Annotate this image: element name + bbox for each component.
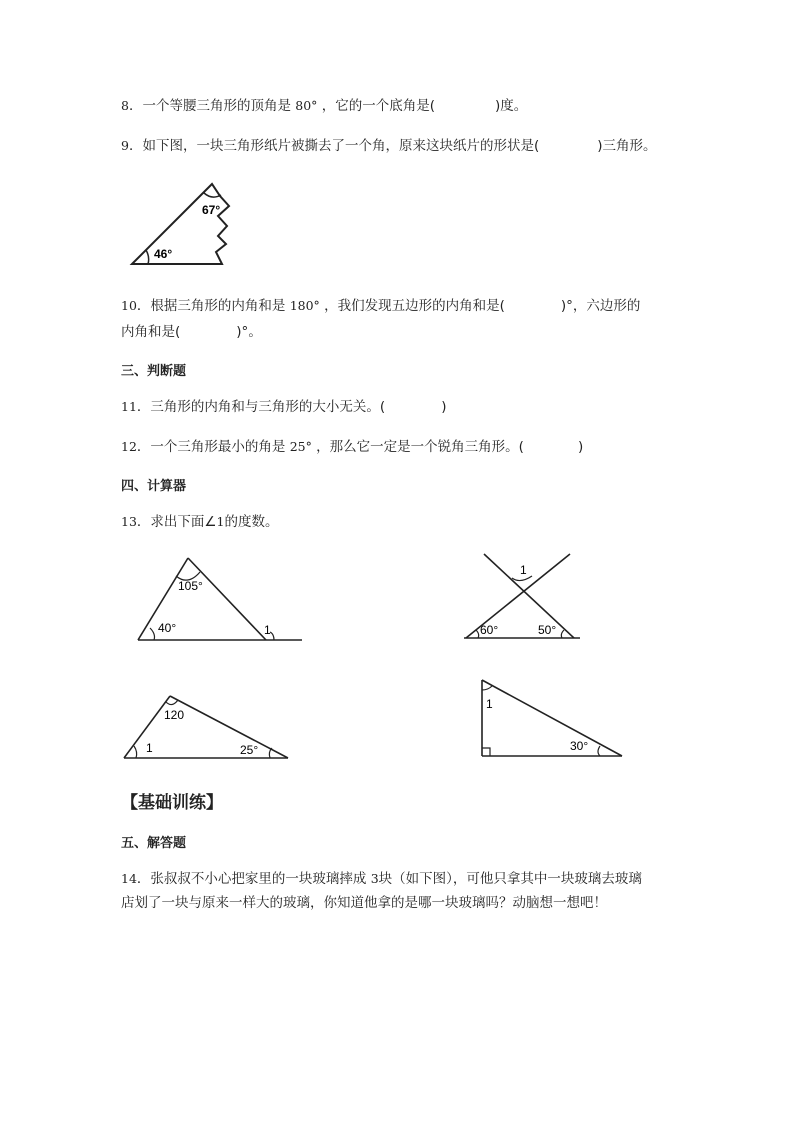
question-text: 根据三角形的内角和是 [150, 298, 286, 314]
triangle-side [482, 680, 622, 756]
question-text-2: ，我们发现五边形的内角和是 [324, 298, 500, 314]
question-text: 一个等腰三角形的顶角是 [142, 98, 291, 114]
angle-label: 50° [538, 623, 557, 637]
question-11: 11．三角形的内角和与三角形的大小无关。( ) [121, 399, 447, 415]
question-number: 10 [121, 298, 137, 313]
question-12: 12．一个三角形最小的角是 25° ，那么它一定是一个锐角三角形。( ) [121, 439, 584, 455]
question-text-2: 三角形。 [602, 138, 657, 154]
right-triangle-figure [476, 676, 626, 760]
angle-label: 67° [202, 203, 221, 217]
answer-blank[interactable]: ( ) [533, 138, 603, 154]
angle-label: 1 [520, 563, 527, 577]
question-number: 13 [121, 514, 137, 529]
angle-arc [146, 250, 149, 264]
question-text: 三角形的内角和与三角形的大小无关。 [150, 399, 380, 415]
question-number: 12 [121, 439, 137, 454]
angle-label: 1 [146, 741, 153, 755]
question-text-2: 。 [248, 324, 262, 340]
angle-label: 25° [240, 743, 259, 757]
answer-blank[interactable]: ( ) [379, 399, 447, 415]
question-text: 求出下面∠ [150, 514, 217, 530]
section-heading-calculation: 四、计算器 [121, 479, 187, 494]
angle-label: 30° [570, 739, 589, 753]
angle-label: 1 [264, 623, 271, 637]
torn-triangle-figure [128, 178, 248, 270]
section-heading-judgement: 三、判断题 [121, 364, 187, 379]
angle-value: 80° [295, 98, 318, 113]
question-text: 一个三角形最小的角是 [150, 439, 286, 455]
question-number: 14 [121, 871, 137, 886]
question-text-3: ，六边形的 [572, 298, 641, 314]
basic-training-heading: 【基础训练】 [121, 793, 223, 813]
angle-label: 46° [154, 247, 173, 261]
angle-arc [166, 700, 178, 705]
answer-blank[interactable]: ( )° [499, 298, 573, 314]
question-10-line-2 [121, 322, 262, 342]
triangle-figure-3 [122, 692, 294, 762]
angle-label: 1 [216, 514, 225, 529]
right-angle-mark [482, 748, 490, 756]
question-text-2: ，它的一个底角是 [321, 98, 430, 114]
triangle-figure-1 [136, 554, 306, 646]
section-heading-answer: 五、解答题 [121, 836, 187, 851]
question-14-line-1: 14．张叔叔不小心把家里的一块玻璃摔成 3块（如下图），可他只拿其中一块玻璃去玻璃 [121, 871, 642, 887]
angle-label: 40° [158, 621, 177, 635]
question-text-3: 度。 [500, 98, 528, 114]
angle-label: 120 [164, 708, 185, 722]
question-text: 内角和是 [121, 324, 175, 340]
answer-blank[interactable]: ( ) [429, 98, 501, 114]
question-number: 11 [121, 399, 137, 414]
angle-arc [598, 746, 600, 756]
question-number: 8 [121, 98, 129, 113]
angle-label: 105° [178, 579, 203, 593]
crossing-lines-figure [460, 550, 584, 642]
question-text-2: 块（如下图），可他只拿其中一块玻璃去玻璃 [378, 871, 642, 887]
question-text: 如下图，一块三角形纸片被撕去了一个角，原来这块纸片的形状是 [142, 138, 534, 154]
question-13: 13．求出下面∠1的度数。 [121, 514, 279, 530]
angle-value: 25° [289, 439, 312, 454]
answer-blank[interactable]: ( )° [175, 324, 249, 340]
angle-arc [476, 630, 479, 638]
question-9: 9．如下图，一块三角形纸片被撕去了一个角，原来这块纸片的形状是( )三角形。 [121, 138, 657, 154]
question-number: 9 [121, 138, 129, 153]
question-10-line-1: 10．根据三角形的内角和是 180° ，我们发现五边形的内角和是( )°，六边形的 [121, 298, 641, 314]
question-text: 张叔叔不小心把家里的一块玻璃摔成 [150, 871, 367, 887]
angle-label: 1 [486, 697, 493, 711]
triangle-side [188, 558, 266, 640]
question-14-line-2: 店划了一块与原来一样大的玻璃，你知道他拿的是哪一块玻璃吗？动脑想一想吧！ [121, 895, 607, 911]
angle-arc [482, 686, 492, 690]
angle-arc [561, 630, 564, 638]
question-8: 8．一个等腰三角形的顶角是 80° ，它的一个底角是( )度。 [121, 98, 528, 114]
answer-blank[interactable]: ( ) [518, 439, 584, 455]
angle-label: 60° [480, 623, 499, 637]
angle-value: 180° [289, 298, 320, 313]
triangle-side [170, 696, 288, 758]
angle-arc [134, 746, 137, 758]
angle-arc [150, 628, 155, 640]
question-text-2: ，那么它一定是一个锐角三角形。 [316, 439, 519, 455]
piece-count: 3 [370, 871, 379, 886]
question-text-2: 的度数。 [224, 514, 279, 530]
